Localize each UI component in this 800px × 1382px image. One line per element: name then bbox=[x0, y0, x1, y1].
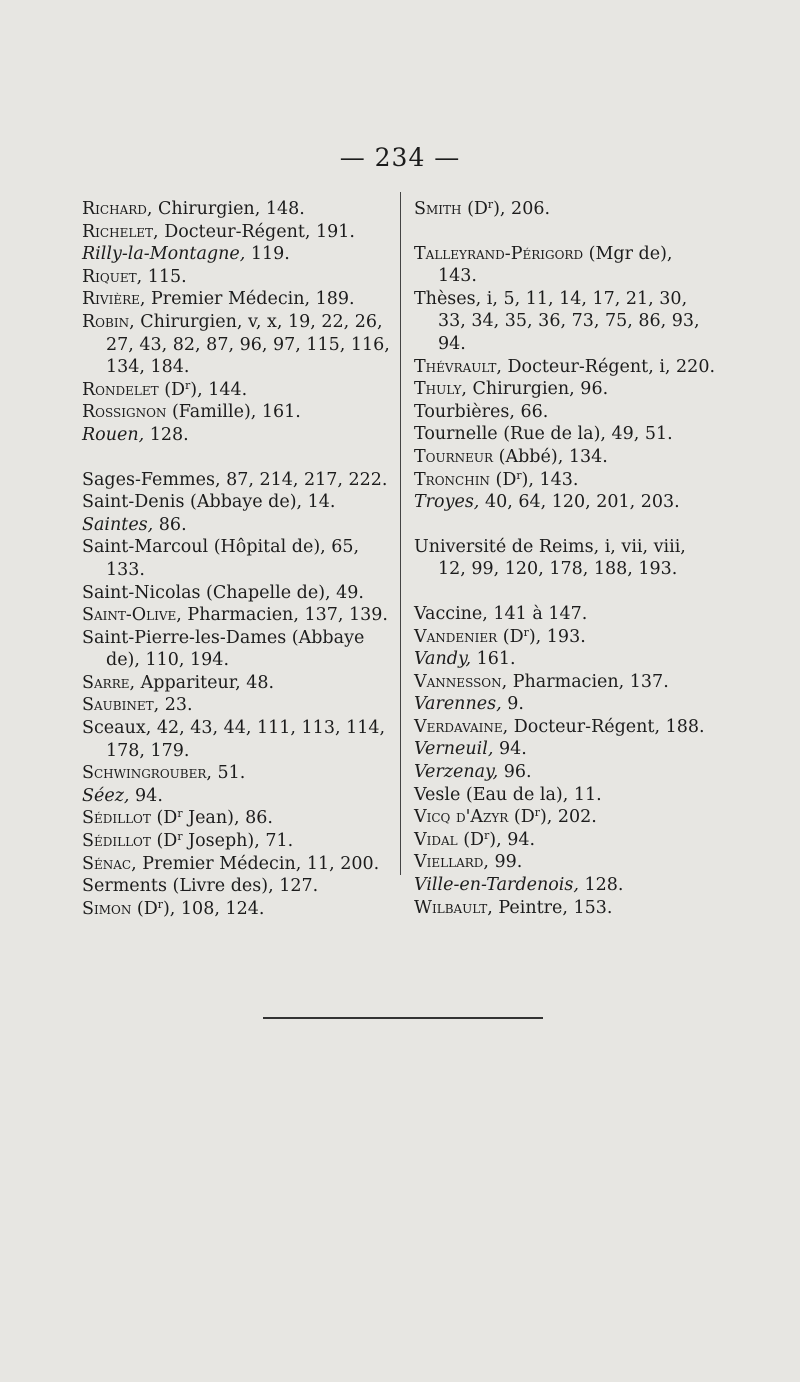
entry-text: ), 193. bbox=[528, 626, 586, 647]
column-divider bbox=[400, 192, 401, 875]
entry-title: (D bbox=[489, 469, 517, 490]
entry-text: Saint-Nicolas (Chapelle de), 49. bbox=[82, 582, 364, 603]
index-entry bbox=[414, 851, 716, 874]
index-entry bbox=[82, 785, 398, 808]
index-entry bbox=[414, 423, 716, 446]
entry-text: 40, 64, 120, 201, 203. bbox=[479, 492, 680, 513]
entry-text: (Famille), 161. bbox=[166, 402, 301, 423]
entry-text: Pharmacien, 137, 139. bbox=[181, 605, 388, 626]
index-entry bbox=[82, 288, 398, 311]
entry-name: Sédillot bbox=[82, 831, 151, 852]
index-entry bbox=[82, 582, 398, 605]
entry-title: (D bbox=[158, 379, 186, 400]
entry-gap bbox=[414, 514, 716, 536]
entry-title: (D bbox=[508, 807, 535, 828]
entry-text: Docteur-Régent, i, 220. bbox=[501, 356, 716, 377]
entry-text: ), 202. bbox=[539, 807, 597, 828]
entry-place: Verzenay, bbox=[414, 762, 499, 783]
entry-name: Thévrault, bbox=[414, 356, 502, 377]
index-column-left bbox=[82, 198, 398, 920]
entry-place: Verneuil, bbox=[414, 739, 494, 760]
entry-name: Robin, bbox=[82, 311, 135, 332]
index-entry bbox=[82, 898, 398, 921]
entry-text: Thèses, i, 5, 11, 14, 17, 21, 30, 33, 34, 35, 36, 73, 75, 86, 93, 94. bbox=[414, 288, 700, 354]
entry-title: (D bbox=[131, 898, 158, 919]
index-entry bbox=[82, 401, 398, 424]
entry-name: Tronchin bbox=[414, 469, 490, 490]
index-entry bbox=[82, 514, 398, 537]
entry-name: Riquet, bbox=[82, 266, 143, 287]
entry-text: Tourbières, 66. bbox=[414, 401, 549, 422]
entry-text: ), 144. bbox=[190, 379, 248, 400]
entry-text: Jean), 86. bbox=[182, 808, 273, 829]
entry-name: Vicq d'Azyr bbox=[414, 807, 509, 828]
index-entry bbox=[82, 243, 398, 266]
entry-place: Troyes, bbox=[414, 492, 480, 513]
index-entry bbox=[414, 469, 716, 492]
entry-text: 9. bbox=[501, 694, 524, 715]
entry-place: Rilly-la-Montagne, bbox=[82, 244, 246, 265]
index-entry bbox=[414, 288, 716, 356]
entry-name: Rossignon bbox=[82, 402, 167, 423]
entry-title: (D bbox=[497, 626, 524, 647]
entry-text: Sages-Femmes, 87, 214, 217, 222. bbox=[82, 469, 388, 490]
entry-name: Vandenier bbox=[414, 626, 498, 647]
index-entry bbox=[414, 356, 716, 379]
entry-title: (D bbox=[150, 808, 178, 829]
entry-title: (D bbox=[457, 829, 485, 850]
entry-name: Verdavaine, bbox=[414, 716, 509, 737]
entry-text: Vaccine, 141 à 147. bbox=[414, 603, 588, 624]
entry-name: Simon bbox=[82, 898, 132, 919]
index-entry bbox=[414, 806, 716, 829]
index-entry bbox=[82, 491, 398, 514]
index-entry bbox=[82, 853, 398, 876]
entry-text: 161. bbox=[471, 649, 516, 670]
index-entry bbox=[414, 378, 716, 401]
entry-name: Sénac, bbox=[82, 853, 137, 874]
entry-title-superscript: r bbox=[534, 806, 540, 820]
entry-text: 96. bbox=[498, 762, 532, 783]
entry-name: Viellard, bbox=[414, 852, 489, 873]
index-column-right bbox=[414, 198, 716, 919]
index-entry bbox=[414, 626, 716, 649]
entry-text: 128. bbox=[578, 875, 624, 896]
entry-title-superscript: r bbox=[523, 625, 529, 639]
index-entry bbox=[414, 243, 716, 288]
index-entry bbox=[82, 717, 398, 762]
index-entry bbox=[82, 198, 398, 221]
entry-name: Richelet, bbox=[82, 221, 159, 242]
entry-name: Saubinet, bbox=[82, 695, 160, 716]
entry-text: 51. bbox=[211, 763, 246, 784]
index-entry bbox=[82, 266, 398, 289]
entry-text: Premier Médecin, 11, 200. bbox=[136, 853, 380, 874]
entry-name: Richard, bbox=[82, 199, 153, 219]
index-entry bbox=[414, 401, 716, 424]
index-entry bbox=[82, 379, 398, 402]
entry-title-superscript: r bbox=[177, 807, 183, 821]
entry-text: 115. bbox=[142, 266, 187, 287]
entry-name: Sarre, bbox=[82, 672, 136, 693]
entry-text: Sceaux, 42, 43, 44, 111, 113, 114, 178, 179. bbox=[82, 718, 386, 761]
index-entry bbox=[82, 627, 398, 672]
index-entry bbox=[82, 604, 398, 627]
index-entry bbox=[82, 536, 398, 581]
entry-text: ), 206. bbox=[493, 199, 551, 219]
entry-text: Appariteur, 48. bbox=[135, 672, 275, 693]
index-entry bbox=[82, 807, 398, 830]
entry-text: (Abbé), 134. bbox=[493, 446, 608, 467]
entry-text: 119. bbox=[245, 244, 290, 265]
entry-text: Chirurgien, v, x, 19, 22, 26, 27, 43, 82, 87, 96, 97, 115, 116, 134, 184. bbox=[106, 311, 390, 378]
index-entry bbox=[82, 694, 398, 717]
index-entry bbox=[82, 830, 398, 853]
entry-title-superscript: r bbox=[177, 830, 183, 844]
index-entry bbox=[82, 762, 398, 785]
entry-place: Saintes, bbox=[82, 514, 154, 535]
index-entry bbox=[414, 716, 716, 739]
entry-place: Vandy, bbox=[414, 649, 472, 670]
entry-name: Wilbault, bbox=[414, 897, 493, 918]
index-entry bbox=[414, 784, 716, 807]
bottom-rule bbox=[263, 1017, 543, 1019]
entry-title-superscript: r bbox=[484, 828, 490, 842]
entry-title: (D bbox=[150, 831, 178, 852]
entry-place: Varennes, bbox=[414, 694, 502, 715]
entry-text: 94. bbox=[129, 785, 163, 806]
entry-text: 86. bbox=[153, 514, 187, 535]
entry-text: 94. bbox=[493, 739, 527, 760]
index-entry bbox=[414, 671, 716, 694]
entry-text: Docteur-Régent, 188. bbox=[508, 716, 705, 737]
entry-title-superscript: r bbox=[185, 378, 191, 392]
entry-text: 23. bbox=[159, 695, 193, 716]
entry-title-superscript: r bbox=[157, 897, 163, 911]
entry-name: Saint-Olive, bbox=[82, 605, 182, 626]
entry-text: Premier Médecin, 189. bbox=[145, 289, 355, 310]
entry-text: Saint-Denis (Abbaye de), 14. bbox=[82, 492, 336, 513]
index-entry bbox=[82, 424, 398, 447]
entry-name: Talleyrand-Périgord bbox=[414, 243, 584, 264]
entry-text: ), 94. bbox=[489, 829, 536, 850]
entry-name: Schwingrouber, bbox=[82, 763, 212, 784]
entry-text: ), 143. bbox=[521, 469, 579, 490]
entry-text: Saint-Pierre-les-Dames (Abbaye de), 110, 194. bbox=[82, 627, 365, 671]
entry-text: 128. bbox=[144, 424, 189, 445]
entry-text: Docteur-Régent, 191. bbox=[158, 221, 355, 242]
index-entry bbox=[414, 874, 716, 897]
entry-place: Séez, bbox=[82, 785, 130, 806]
index-entry bbox=[414, 693, 716, 716]
index-entry bbox=[82, 311, 398, 379]
entry-title-superscript: r bbox=[516, 468, 522, 482]
page-number: — 234 — bbox=[339, 143, 461, 172]
index-entry bbox=[82, 672, 398, 695]
index-entry bbox=[82, 469, 398, 492]
entry-text: ), 108, 124. bbox=[162, 898, 265, 919]
entry-name: Rivière, bbox=[82, 289, 146, 310]
entry-name: Smith bbox=[414, 199, 462, 219]
index-entry bbox=[82, 221, 398, 244]
entry-text: Université de Reims, i, vii, viii, 12, 99, 120, 178, 188, 193. bbox=[414, 536, 686, 580]
entry-name: Tourneur bbox=[414, 446, 494, 467]
entry-text: Peintre, 153. bbox=[492, 897, 613, 918]
entry-name: Vannesson, bbox=[414, 671, 508, 692]
entry-text: Pharmacien, 137. bbox=[507, 671, 669, 692]
entry-title-superscript: r bbox=[487, 198, 494, 212]
entry-text: Chirurgien, 148. bbox=[152, 199, 305, 219]
entry-text: Tournelle (Rue de la), 49, 51. bbox=[414, 424, 673, 445]
index-entry bbox=[414, 446, 716, 469]
index-entry bbox=[414, 536, 716, 581]
entry-title: (D bbox=[461, 199, 488, 219]
index-entry bbox=[414, 761, 716, 784]
index-entry bbox=[414, 491, 716, 514]
index-entry bbox=[414, 897, 716, 920]
index-entry bbox=[414, 738, 716, 761]
entry-text: Joseph), 71. bbox=[182, 831, 294, 852]
entry-name: Vidal bbox=[414, 829, 458, 850]
entry-place: Rouen, bbox=[82, 424, 145, 445]
entry-gap bbox=[82, 447, 398, 469]
entry-name: Rondelet bbox=[82, 379, 159, 400]
entry-text: 99. bbox=[488, 852, 523, 873]
index-entry bbox=[414, 603, 716, 626]
entry-gap bbox=[414, 221, 716, 243]
entry-gap bbox=[414, 581, 716, 603]
index-entry bbox=[414, 648, 716, 671]
index-entry bbox=[414, 198, 716, 221]
entry-name: Thuly, bbox=[414, 379, 467, 400]
index-entry bbox=[82, 875, 398, 898]
entry-name: Sédillot bbox=[82, 808, 151, 829]
index-entry bbox=[414, 829, 716, 852]
entry-text: Chirurgien, 96. bbox=[466, 379, 609, 400]
entry-text: Saint-Marcoul (Hôpital de), 65, 133. bbox=[82, 537, 360, 580]
entry-text: Vesle (Eau de la), 11. bbox=[414, 784, 602, 805]
entry-place: Ville-en-Tardenois, bbox=[414, 875, 579, 896]
entry-text: Serments (Livre des), 127. bbox=[82, 876, 319, 897]
entry-text: (Mgr de), 143. bbox=[438, 243, 673, 287]
